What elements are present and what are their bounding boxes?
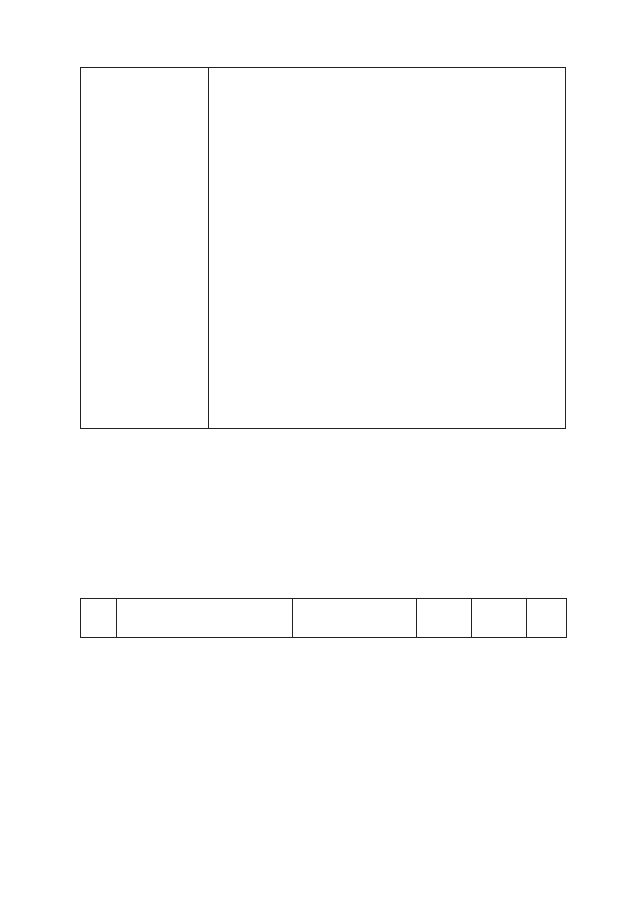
funding-table-excerpt: [80, 67, 566, 429]
cell-value: [527, 599, 567, 638]
table-header-row: [81, 599, 567, 638]
budget-table: [80, 598, 567, 638]
row-label: [117, 599, 293, 638]
cell-value: [472, 599, 527, 638]
row-index: [81, 599, 117, 638]
header-total-cell: [293, 599, 417, 638]
cell-value: [417, 599, 472, 638]
table-left-cell: [81, 68, 209, 428]
